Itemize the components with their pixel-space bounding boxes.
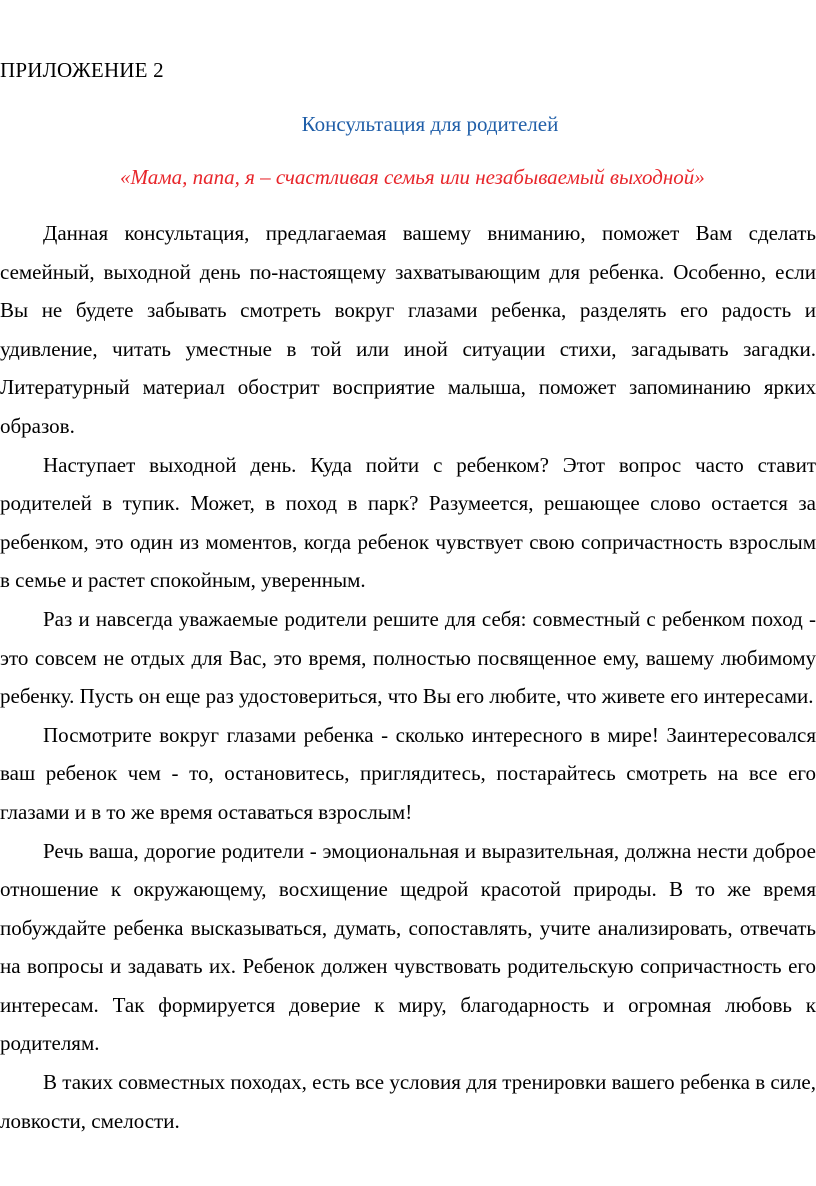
paragraph: Данная консультация, предлагаемая вашему вниманию, поможет Вам сделать семейный, выходной день по-настоящему захватывающим для ребенка. Особенно, если Вы не будете забывать смотреть вокруг глазами ребенка, разделять его радость и удивление, читать уместные в той или иной ситуации стихи, загадывать загадки. Литературный материал обострит восприятие малыша, поможет запоминанию ярких образов. bbox=[0, 221, 816, 438]
paragraph: В таких совместных походах, есть все условия для тренировки вашего ребенка в силе, ловкости, смелости. bbox=[0, 1070, 816, 1133]
consultation-subtitle: Консультация для родителей bbox=[301, 112, 559, 136]
document-body bbox=[0, 214, 816, 1140]
paragraph: Наступает выходной день. Куда пойти с ребенком? Этот вопрос часто ставит родителей в тупик. Может, в поход в парк? Разумеется, решающее слово остается за ребенком, это один из моментов, когда ребенок чувствует свою сопричастность взрослым в семье и растет спокойным, уверенным. bbox=[0, 452, 816, 593]
paragraph: Раз и навсегда уважаемые родители решите для себя: совместный с ребенком поход - это совсем не отдых для Вас, это время, полностью посвященное ему, вашему любимому ребенку. Пусть он еще раз удостовериться, что Вы его любите, что живете его интересами. bbox=[0, 606, 816, 709]
consultation-theme: «Мама, папа, я – счастливая семья или незабываемый выходной» bbox=[120, 165, 705, 189]
paragraph: Посмотрите вокруг глазами ребенка - сколько интересного в мире! Заинтересовался ваш ребенок чем - то, остановитесь, приглядитесь, постарайтесь смотреть на все его глазами и в то же время оставаться взрослым! bbox=[0, 722, 816, 824]
appendix-label: ПРИЛОЖЕНИЕ 2 bbox=[0, 58, 164, 82]
paragraph: Речь ваша, дорогие родители - эмоциональная и выразительная, должна нести доброе отношение к окружающему, восхищение щедрой красотой природы. В то же время побуждайте ребенка высказываться, думать, сопоставлять, учите анализировать, отвечать на вопросы и задавать их. Ребенок должен чувствовать родительскую сопричастность его интересам. Так формируется доверие к миру, благодарность и огромная любовь к родителям. bbox=[0, 838, 816, 1056]
